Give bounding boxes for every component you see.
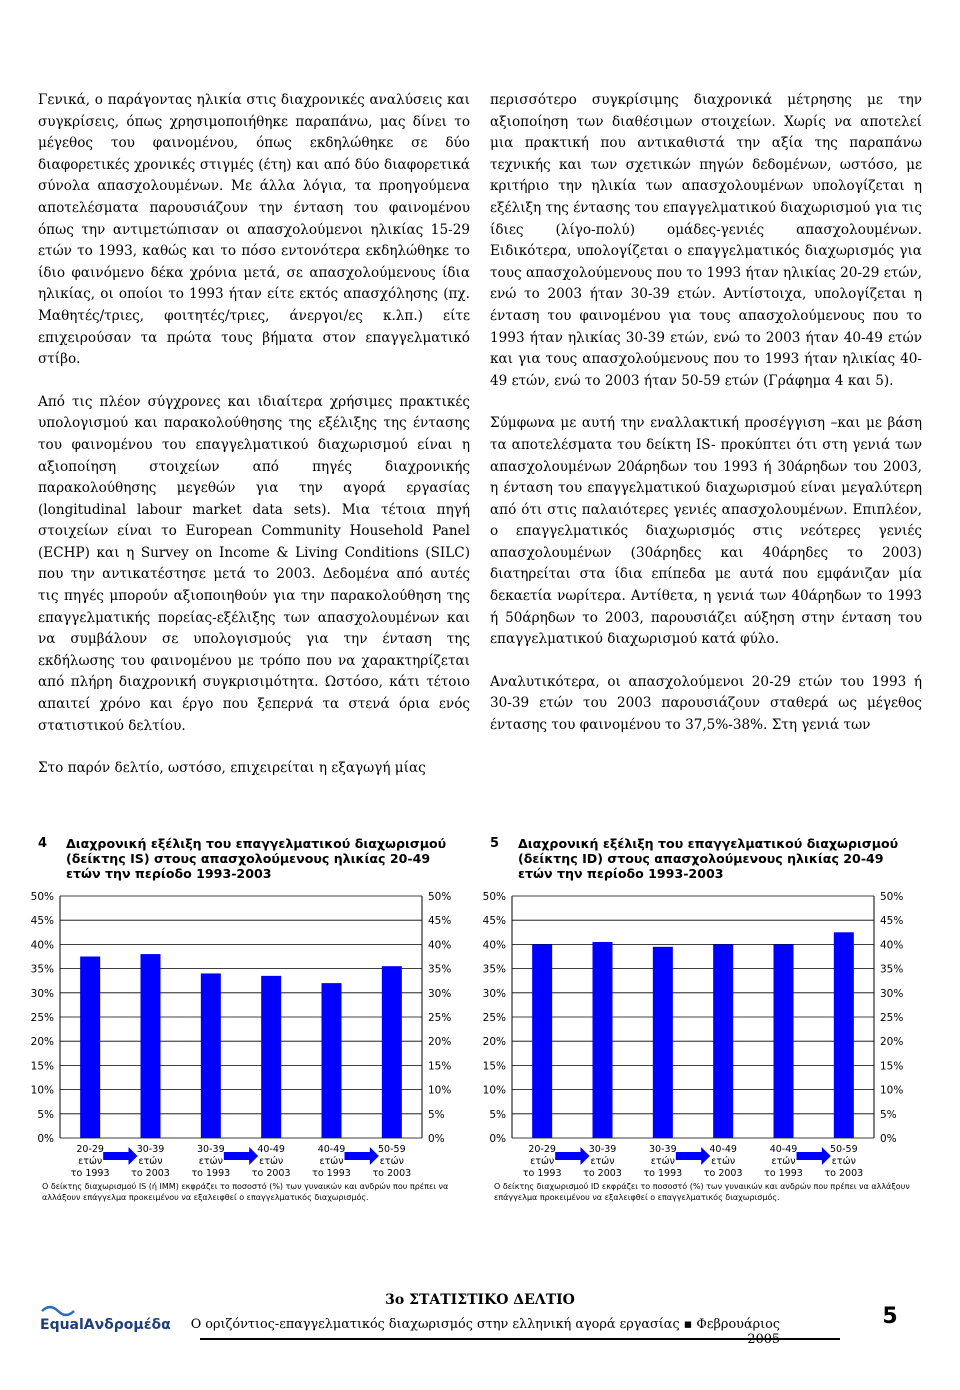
x-tick-label: 40-49 xyxy=(257,1144,285,1155)
logo-text: EqualΑνδρομέδα xyxy=(40,1317,171,1333)
y-tick-label-left: 30% xyxy=(482,987,506,1000)
x-tick-label: το 2003 xyxy=(703,1168,743,1179)
x-tick-label: το 1993 xyxy=(522,1168,562,1179)
x-tick-label: 30-39 xyxy=(136,1144,165,1155)
y-tick-label-right: 30% xyxy=(880,987,904,1000)
bar xyxy=(322,983,342,1138)
footer-divider xyxy=(200,1338,840,1340)
bar xyxy=(532,944,552,1138)
y-tick-label-left: 45% xyxy=(30,915,54,928)
x-tick-label: ετών xyxy=(771,1156,796,1167)
chart-4 xyxy=(22,836,462,1202)
x-tick-label: το 2003 xyxy=(583,1168,622,1179)
y-tick-label-right: 25% xyxy=(428,1012,452,1024)
x-tick-label: 40-49 xyxy=(709,1144,737,1155)
y-tick-label-left: 40% xyxy=(30,939,54,952)
x-tick-label: ετών xyxy=(650,1156,675,1167)
x-tick-label: ετών xyxy=(138,1156,163,1167)
footer-subtitle: Ο οριζόντιος-επαγγελματικός διαχωρισμός στην ελληνική αγορά εργασίας ▪ Φεβρουάριος xyxy=(190,1317,780,1332)
bar xyxy=(774,944,794,1138)
y-tick-label-left: 15% xyxy=(30,1060,54,1073)
page-number: 5 xyxy=(882,1304,898,1329)
y-tick-label-left: 15% xyxy=(482,1060,506,1073)
x-tick-label: το 1993 xyxy=(312,1168,351,1179)
arrow-icon xyxy=(676,1147,710,1165)
x-tick-label: 40-49 xyxy=(769,1144,798,1155)
y-tick-label-right: 0% xyxy=(880,1133,897,1145)
x-tick-label: 30-39 xyxy=(197,1144,225,1155)
chart-title: Διαχρονική εξέλιξη του επαγγελματικού διαχωρισμού (δείκτης ID) στους απασχολούμενους ηλικίας 20-49 ετών την περίοδο 1993-2003 xyxy=(518,836,899,881)
x-tick-label: το 2003 xyxy=(372,1168,412,1179)
y-tick-label-right: 45% xyxy=(880,915,904,928)
bar xyxy=(653,947,673,1138)
x-tick-label: το 2003 xyxy=(824,1168,864,1179)
bar xyxy=(593,942,613,1138)
x-tick-label: 40-49 xyxy=(317,1144,346,1155)
y-tick-label-right: 10% xyxy=(428,1084,452,1097)
chart-5-plot xyxy=(474,884,914,1179)
bulletin-title: 3ο ΣΤΑΤΙΣΤΙΚΟ ΔΕΛΤΙΟ xyxy=(385,1292,575,1308)
y-tick-label-right: 15% xyxy=(880,1060,904,1073)
y-tick-label-right: 35% xyxy=(880,963,904,976)
x-tick-label: 30-39 xyxy=(588,1144,617,1155)
bar xyxy=(834,932,854,1138)
y-tick-label-right: 10% xyxy=(880,1084,904,1097)
y-tick-label-right: 40% xyxy=(428,939,452,952)
y-tick-label-right: 35% xyxy=(428,963,452,976)
paragraph: Στο παρόν δελτίο, ωστόσο, επιχειρείται η εξαγωγή μίας xyxy=(38,760,426,777)
y-tick-label-left: 35% xyxy=(30,963,54,976)
y-tick-label-left: 5% xyxy=(489,1108,506,1121)
y-tick-label-left: 25% xyxy=(30,1012,54,1024)
y-tick-label-left: 10% xyxy=(30,1084,54,1097)
x-tick-label: το 1993 xyxy=(191,1168,231,1179)
y-tick-label-left: 50% xyxy=(482,891,506,903)
x-tick-label: ετών xyxy=(711,1156,736,1167)
chart-title: Διαχρονική εξέλιξη του επαγγελματικού διαχωρισμού (δείκτης IS) στους απασχολούμενους ηλικίας 20-49 ετών την περίοδο 1993-2003 xyxy=(66,836,447,881)
arrow-icon xyxy=(797,1147,831,1165)
paragraph: περισσότερο συγκρίσιμης διαχρονικά μέτρησης με την αξιοποίηση των διαθέσιμων στοιχείων. Χωρίς να αποτελεί μια πρακτική που αντικαθιστά την αξία της παραπάνω τεχνικής και των σχετικών πηγών δεδομένων, ωστόσο, με κριτήριο την ηλικία των απασχολουμένων υπολογίζεται η εξέλιξη της έντασης του επαγγελματικού διαχωρισμού για τις ίδιες (λίγο-πολύ) ομάδες-γενιές απασχολουμένων. Ειδικότερα, υπολογίζεται ο επαγγελματικός διαχωρισμός για τους απασχολούμενους που το 1993 ήταν ηλικίας 20-29 ετών, ενώ το 2003 ήταν 30-39 ετών. Αντίστοιχα, υπολογίζεται η ένταση του φαινομένου για τους απασχολούμενους που το 1993 ήταν ηλικίας 30-39 ετών, ενώ το 2003 ήταν 40-49 ετών και για τους απασχολούμενους που το 1993 ήταν ηλικίας 40-49 ετών, ενώ το 2003 ήταν 50-59 ετών (Γράφημα 4 και 5). xyxy=(490,92,922,389)
y-tick-label-left: 50% xyxy=(30,891,54,903)
left-text-column xyxy=(38,90,470,780)
y-tick-label-right: 50% xyxy=(880,891,904,903)
x-tick-label: ετών xyxy=(78,1156,103,1167)
paragraph: Αναλυτικότερα, οι απασχολούμενοι 20-29 ετών του 1993 ή 30-39 ετών του 2003 παρουσιάζουν σταθερά ως μέγεθος έντασης του φαινομένου το 37,5%-38%. Στη γενιά των xyxy=(490,673,922,734)
y-tick-label-right: 5% xyxy=(880,1108,897,1121)
y-tick-label-right: 25% xyxy=(880,1012,904,1024)
bar xyxy=(382,966,402,1138)
x-tick-label: 50-59 xyxy=(378,1144,406,1155)
y-tick-label-left: 20% xyxy=(30,1036,54,1049)
x-tick-label: 30-39 xyxy=(649,1144,677,1155)
y-tick-label-left: 40% xyxy=(482,939,506,952)
logo-swoosh xyxy=(42,1307,74,1315)
arrow-icon xyxy=(103,1147,137,1165)
paragraph: Γενικά, ο παράγοντας ηλικία στις διαχρονικές αναλύσεις και συγκρίσεις, όπως χρησιμοποιήθηκε παραπάνω, μας δίνει το μέγεθος του φαινομένου, όπως εκδηλώθηκε σε δύο διαφορετικές χρονικές στιγμές (έτη) και από δύο διαφορετικά σύνολα απασχολουμένων. Με άλλα λόγια, τα προηγούμενα αποτελέσματα παρουσιάζουν την ένταση του φαινομένου όπως την αντιμετώπισαν οι απασχολούμενοι ηλικίας 15-29 ετών το 1993, καθώς και το πόσο εντονότερα εκδηλώθηκε το ίδιο φαινόμενο δέκα χρόνια μετά, σε απασχολούμενους ίδια ηλικίας, οι οποίοι το 1993 ήταν είτε εκτός απασχόλησης (πχ. Μαθητές/τριες, φοιτητές/τριες, άνεργοι/ες κ.λπ.) είτε επιχειρούσαν τα πρώτα τους βήματα στον επαγγελματικό στίβο. xyxy=(38,92,470,368)
y-tick-label-left: 10% xyxy=(482,1084,506,1097)
y-tick-label-right: 45% xyxy=(428,915,452,928)
y-tick-label-right: 40% xyxy=(880,939,904,952)
y-tick-label-right: 15% xyxy=(428,1060,452,1073)
y-tick-label-left: 0% xyxy=(489,1133,506,1145)
x-tick-label: ετών xyxy=(590,1156,615,1167)
chart-note: Ο δείκτης διαχωρισμού IS (ή IMM) εκφράζει το ποσοστό (%) των γυναικών και ανδρών που πρέπει να αλλάξουν επάγγελμα προκειμένου να εξαλειφθεί ο επαγγελματικός διαχωρισμός. xyxy=(42,1182,449,1202)
x-tick-label: ετών xyxy=(530,1156,555,1167)
x-tick-label: 20-29 xyxy=(76,1144,104,1155)
chart-number: 5 xyxy=(490,836,500,851)
y-tick-label-right: 0% xyxy=(428,1133,445,1145)
bar xyxy=(141,954,161,1138)
x-tick-label: ετών xyxy=(259,1156,284,1167)
x-tick-label: 20-29 xyxy=(528,1144,556,1155)
y-tick-label-right: 5% xyxy=(428,1108,445,1121)
x-tick-label: ετών xyxy=(831,1156,856,1167)
arrow-icon xyxy=(224,1147,258,1165)
paragraph: Από τις πλέον σύγχρονες και ιδιαίτερα χρήσιμες πρακτικές υπολογισμού και παρακολούθησης της εξέλιξης της έντασης του φαινομένου του επαγγελματικού διαχωρισμού είναι η αξιοποίηση στοιχείων από πηγές διαχρονικής παρακολούθησης μεγεθών για την αγορά εργασίας (longitudinal labour market data sets). Μια τέτοια πηγή στοιχείων είναι το European Community Household Panel (ECHP) και η Survey on Income & Living Conditions (SILC) που την αντικατέστησε μετά το 2003. Δεδομένα από αυτές τις πηγές μπορούν αξιοποιηθούν για την παρακολούθηση της επαγγελματικής πορείας-εξέλιξης των απασχολουμένων και να συμβάλουν σε υπολογισμούς για την ένταση της εκδήλωσης του φαινομένου με τρόπο που να χαρακτηρίζεται από πλήρη διαχρονική συγκρισιμότητα. Ωστόσο, κάτι τέτοιο απαιτεί χρόνο και έργο που ξεπερνά τα στενά όρια ενός στατιστικού δελτίου. xyxy=(38,393,470,734)
paragraph: Σύμφωνα με αυτή την εναλλακτική προσέγγιση –και με βάση τα αποτελέσματα του δείκτη IS- προκύπτει ότι στη γενιά των απασχολουμένων 20άρηδων του 1993 ή 30άρηδων του 2003, η ένταση του επαγγελματικού διαχωρισμού είναι μεγαλύτερη από ότι στις παλαιότερες γενιές απασχολουμένων. Επιπλέον, ο επαγγελματικός διαχωρισμός στις νεότερες γενιές απασχολουμένων (30άρηδες και 40άρηδες το 2003) διατηρείται στα ίδια επίπεδα με αυτά που εμφάνιζαν μία δεκαετία νωρίτερα. Αντίθετα, η γενιά των 40άρηδων το 1993 ή 50άρηδων το 2003, παρουσιάζει αύξηση στην ένταση του επαγγελματικού διαχωρισμού κατά φύλο. xyxy=(490,415,922,648)
x-tick-label: ετών xyxy=(379,1156,404,1167)
bar xyxy=(80,957,100,1139)
chart-5 xyxy=(474,836,914,1202)
y-tick-label-right: 50% xyxy=(428,891,452,903)
x-tick-label: ετών xyxy=(198,1156,223,1167)
bar xyxy=(201,973,221,1138)
y-tick-label-left: 20% xyxy=(482,1036,506,1049)
x-tick-label: 50-59 xyxy=(830,1144,858,1155)
x-tick-label: το 2003 xyxy=(131,1168,170,1179)
y-tick-label-right: 20% xyxy=(428,1036,452,1049)
y-tick-label-left: 5% xyxy=(37,1108,54,1121)
y-tick-label-right: 30% xyxy=(428,987,452,1000)
x-tick-label: το 1993 xyxy=(643,1168,683,1179)
y-tick-label-right: 20% xyxy=(880,1036,904,1049)
y-tick-label-left: 30% xyxy=(30,987,54,1000)
y-tick-label-left: 35% xyxy=(482,963,506,976)
bar xyxy=(261,976,281,1138)
arrow-icon xyxy=(345,1147,379,1165)
chart-number: 4 xyxy=(38,836,48,851)
x-tick-label: το 1993 xyxy=(764,1168,803,1179)
x-tick-label: το 1993 xyxy=(70,1168,110,1179)
bar xyxy=(713,944,733,1138)
chart-4-plot xyxy=(22,884,462,1179)
x-tick-label: το 2003 xyxy=(251,1168,291,1179)
y-tick-label-left: 25% xyxy=(482,1012,506,1024)
y-tick-label-left: 45% xyxy=(482,915,506,928)
y-tick-label-left: 0% xyxy=(37,1133,54,1145)
chart-note: Ο δείκτης διαχωρισμού ID εκφράζει το ποσοστό (%) των γυναικών και ανδρών που πρέπει να αλλάξουν επάγγελμα προκειμένου να εξαλειφθεί ο επαγγελματικός διαχωρισμός. xyxy=(494,1182,910,1202)
x-tick-label: ετών xyxy=(319,1156,344,1167)
right-text-column xyxy=(490,90,922,737)
arrow-icon xyxy=(555,1147,589,1165)
